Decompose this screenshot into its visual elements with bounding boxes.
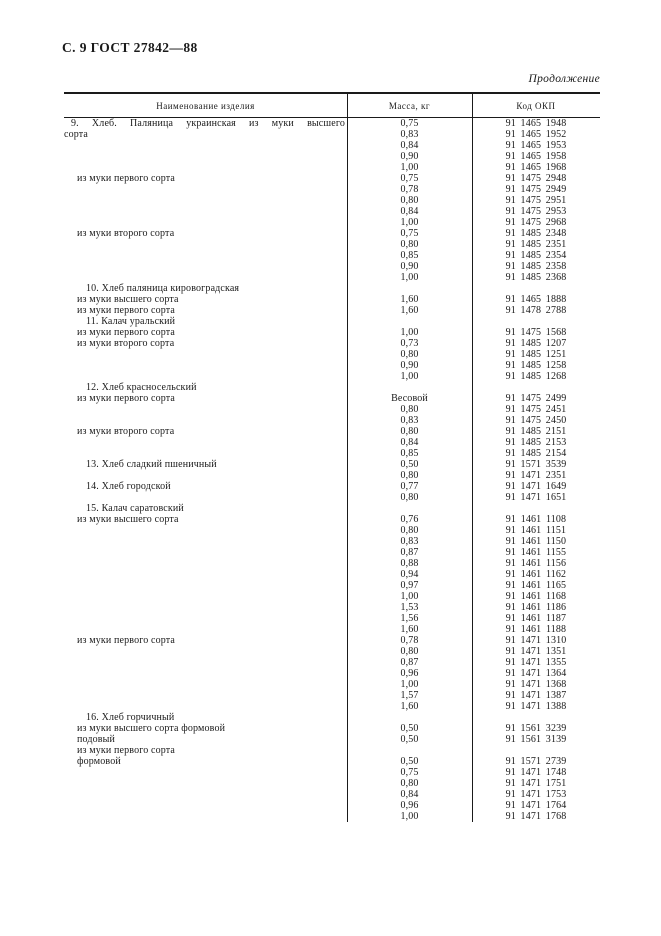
okp-code	[472, 745, 600, 756]
product-name	[64, 415, 347, 426]
table-row	[64, 536, 600, 547]
mass-value: 0,90	[400, 151, 419, 162]
mass-value: 0,80	[400, 426, 419, 437]
table-row	[64, 173, 600, 184]
table-row	[64, 789, 600, 800]
okp-code: 91 1461 1108	[505, 514, 567, 525]
product-name	[64, 261, 347, 272]
table-row	[64, 580, 600, 591]
product-name	[64, 140, 347, 151]
table-row	[64, 745, 600, 756]
mass-value: 1,00	[400, 591, 419, 602]
table-row	[64, 118, 600, 129]
product-name	[64, 525, 347, 536]
mass-value: 1,60	[400, 624, 419, 635]
product-name	[64, 811, 347, 822]
product-name	[64, 371, 347, 382]
product-name: из муки первого сорта	[77, 327, 176, 338]
product-name	[64, 437, 347, 448]
table-row	[64, 646, 600, 657]
okp-code: 91 1465 1888	[505, 294, 567, 305]
product-name: из муки второго сорта	[77, 228, 175, 239]
table-row	[64, 635, 600, 646]
mass-value: 0,80	[400, 525, 419, 536]
okp-code: 91 1485 2368	[505, 272, 567, 283]
okp-code: 91 1475 2949	[505, 184, 567, 195]
product-name	[64, 690, 347, 701]
mass-value: 0,97	[400, 580, 419, 591]
product-name	[64, 239, 347, 250]
table-row	[64, 624, 600, 635]
okp-code: 91 1475 2953	[505, 206, 567, 217]
table-header-row	[64, 92, 600, 118]
okp-code: 91 1485 2153	[505, 437, 567, 448]
okp-code: 91 1475 2499	[505, 393, 567, 404]
product-name: из муки второго сорта	[77, 426, 175, 437]
product-name	[64, 151, 347, 162]
mass-value: 1,00	[400, 679, 419, 690]
mass-value: 1,00	[400, 811, 419, 822]
table-row	[64, 690, 600, 701]
product-name	[64, 668, 347, 679]
mass-value: 0,75	[400, 767, 419, 778]
table-row	[64, 756, 600, 767]
okp-code	[472, 316, 600, 327]
mass-value: 0,50	[400, 459, 419, 470]
table-row	[64, 591, 600, 602]
mass-value: 0,80	[400, 349, 419, 360]
product-name	[64, 547, 347, 558]
table-row	[64, 316, 600, 327]
okp-code: 91 1471 1768	[505, 811, 567, 822]
table-row	[64, 448, 600, 459]
table-row	[64, 184, 600, 195]
continuation-label: Продолжение	[528, 73, 600, 85]
mass-value: 1,00	[400, 327, 419, 338]
product-name	[64, 195, 347, 206]
mass-value: 0,87	[400, 547, 419, 558]
product-name: 9. Хлеб. Паляница украинская из муки высшего	[71, 118, 345, 129]
mass-value: 0,80	[400, 404, 419, 415]
product-name	[64, 184, 347, 195]
col-header-product-name: Наименование изделия	[156, 100, 255, 111]
product-name: из муки высшего сорта формовой	[77, 723, 226, 734]
table-row	[64, 778, 600, 789]
mass-value: 0,80	[400, 492, 419, 503]
okp-code: 91 1461 1155	[505, 547, 567, 558]
mass-value	[347, 745, 472, 756]
product-name: 13. Хлеб сладкий пшеничный	[86, 459, 217, 470]
okp-code: 91 1561 3239	[505, 723, 567, 734]
mass-value	[347, 283, 472, 294]
okp-code: 91 1485 2348	[505, 228, 567, 239]
product-name: 14. Хлеб городской	[86, 481, 171, 492]
mass-value: 0,87	[400, 657, 419, 668]
okp-code: 91 1471 1764	[505, 800, 567, 811]
okp-code: 91 1485 2154	[505, 448, 567, 459]
mass-value: 0,84	[400, 206, 419, 217]
mass-value	[347, 382, 472, 393]
mass-value: 1,00	[400, 272, 419, 283]
product-name	[64, 206, 347, 217]
okp-code: 91 1485 1251	[505, 349, 567, 360]
okp-code: 91 1471 1649	[505, 481, 567, 492]
product-name	[64, 778, 347, 789]
mass-value: 0,83	[400, 415, 419, 426]
okp-code: 91 1465 1968	[505, 162, 567, 173]
okp-code: 91 1471 2351	[505, 470, 567, 481]
okp-code: 91 1485 1268	[505, 371, 567, 382]
mass-value	[347, 712, 472, 723]
mass-value: 0,85	[400, 250, 419, 261]
col-header-okp-code: Код ОКП	[516, 100, 556, 111]
okp-code: 91 1461 1156	[505, 558, 567, 569]
table-body	[64, 118, 600, 822]
product-name: 16. Хлеб горчичный	[86, 712, 175, 723]
table-row	[64, 767, 600, 778]
okp-code: 91 1471 1310	[505, 635, 567, 646]
table-row	[64, 459, 600, 470]
mass-value: 0,84	[400, 437, 419, 448]
table-row	[64, 404, 600, 415]
mass-value: 0,84	[400, 789, 419, 800]
okp-code: 91 1485 2351	[505, 239, 567, 250]
table-row	[64, 437, 600, 448]
table-row	[64, 206, 600, 217]
mass-value: 0,50	[400, 734, 419, 745]
mass-value: 1,53	[400, 602, 419, 613]
table-row	[64, 547, 600, 558]
table-row	[64, 283, 600, 294]
table-row	[64, 525, 600, 536]
okp-code: 91 1475 2948	[505, 173, 567, 184]
mass-value: 0,90	[400, 360, 419, 371]
product-name	[64, 800, 347, 811]
table-row	[64, 668, 600, 679]
okp-code: 91 1475 2451	[505, 404, 567, 415]
table-row	[64, 327, 600, 338]
product-name	[64, 580, 347, 591]
okp-code: 91 1471 1364	[505, 668, 567, 679]
table-row	[64, 162, 600, 173]
mass-value	[347, 503, 472, 514]
product-name	[64, 272, 347, 283]
product-name: из муки первого сорта	[77, 635, 176, 646]
product-name	[64, 536, 347, 547]
product-name	[64, 558, 347, 569]
product-name	[64, 360, 347, 371]
table-row	[64, 613, 600, 624]
product-name	[64, 613, 347, 624]
okp-code: 91 1471 1355	[505, 657, 567, 668]
product-name: 11. Калач уральский	[86, 316, 176, 327]
okp-code: 91 1465 1952	[505, 129, 567, 140]
okp-code: 91 1471 1748	[505, 767, 567, 778]
okp-code: 91 1461 1150	[505, 536, 567, 547]
okp-code: 91 1465 1958	[505, 151, 567, 162]
okp-code: 91 1471 1388	[505, 701, 567, 712]
mass-value: 0,78	[400, 635, 419, 646]
table-row	[64, 602, 600, 613]
okp-code: 91 1485 2151	[505, 426, 567, 437]
table-row	[64, 239, 600, 250]
mass-value: 0,73	[400, 338, 419, 349]
table-row	[64, 371, 600, 382]
product-name: из муки первого сорта	[77, 173, 176, 184]
table-row	[64, 679, 600, 690]
table-row	[64, 657, 600, 668]
okp-code: 91 1471 1387	[505, 690, 567, 701]
mass-value: 0,96	[400, 800, 419, 811]
okp-code: 91 1471 1368	[505, 679, 567, 690]
product-name	[64, 591, 347, 602]
product-name	[64, 162, 347, 173]
table-row	[64, 382, 600, 393]
table-row	[64, 272, 600, 283]
mass-value: Весовой	[391, 393, 428, 404]
okp-code: 91 1461 1168	[505, 591, 567, 602]
table-row	[64, 228, 600, 239]
table-row	[64, 426, 600, 437]
okp-code: 91 1475 2450	[505, 415, 567, 426]
mass-value: 0,50	[400, 756, 419, 767]
product-name: 15. Калач саратовский	[86, 503, 184, 514]
okp-code	[472, 503, 600, 514]
okp-code	[472, 283, 600, 294]
mass-value: 1,00	[400, 371, 419, 382]
product-name	[64, 569, 347, 580]
okp-code: 91 1471 1651	[505, 492, 567, 503]
product-name: из муки первого сорта	[77, 745, 176, 756]
table-row	[64, 129, 600, 140]
table-row	[64, 470, 600, 481]
page-doc-reference: С. 9 ГОСТ 27842—88	[62, 40, 198, 55]
mass-value	[347, 316, 472, 327]
table-row	[64, 514, 600, 525]
mass-value: 0,75	[400, 173, 419, 184]
table-row	[64, 305, 600, 316]
table-row	[64, 294, 600, 305]
okp-code: 91 1465 1948	[505, 118, 567, 129]
mass-value: 0,80	[400, 239, 419, 250]
col-header-mass: Масса, кг	[388, 100, 431, 111]
mass-value: 0,76	[400, 514, 419, 525]
product-name: 10. Хлеб паляница кировоградская	[86, 283, 240, 294]
okp-code: 91 1561 3139	[505, 734, 567, 745]
okp-code: 91 1461 1186	[505, 602, 567, 613]
product-name	[64, 624, 347, 635]
product-name	[64, 448, 347, 459]
mass-value: 0,83	[400, 536, 419, 547]
product-name: 12. Хлеб красносельский	[86, 382, 197, 393]
product-name: из муки первого сорта	[77, 305, 176, 316]
mass-value: 0,80	[400, 470, 419, 481]
table-row	[64, 492, 600, 503]
table-row	[64, 140, 600, 151]
table-row	[64, 261, 600, 272]
mass-value: 0,78	[400, 184, 419, 195]
okp-code: 91 1485 1258	[505, 360, 567, 371]
okp-code: 91 1461 1187	[505, 613, 567, 624]
okp-code: 91 1475 1568	[505, 327, 567, 338]
mass-value: 1,60	[400, 294, 419, 305]
product-name	[64, 250, 347, 261]
table-row	[64, 151, 600, 162]
product-name: сорта	[64, 129, 88, 140]
table-row	[64, 712, 600, 723]
mass-value: 0,84	[400, 140, 419, 151]
table-row	[64, 481, 600, 492]
table-row	[64, 569, 600, 580]
table-row	[64, 195, 600, 206]
product-name	[64, 657, 347, 668]
product-name	[64, 492, 347, 503]
okp-code: 91 1478 2788	[505, 305, 567, 316]
okp-code	[472, 712, 600, 723]
table-row	[64, 558, 600, 569]
table-row	[64, 811, 600, 822]
product-name: из муки высшего сорта	[77, 294, 179, 305]
product-name	[64, 701, 347, 712]
product-name	[64, 349, 347, 360]
okp-code: 91 1471 1751	[505, 778, 567, 789]
mass-value: 0,75	[400, 228, 419, 239]
mass-value: 1,60	[400, 305, 419, 316]
product-name	[64, 404, 347, 415]
product-name	[64, 767, 347, 778]
mass-value: 1,57	[400, 690, 419, 701]
okp-code: 91 1461 1151	[505, 525, 567, 536]
table-row	[64, 415, 600, 426]
mass-value: 1,00	[400, 162, 419, 173]
products-table	[64, 92, 600, 822]
table-row	[64, 217, 600, 228]
mass-value: 0,90	[400, 261, 419, 272]
table-row	[64, 349, 600, 360]
mass-value: 0,50	[400, 723, 419, 734]
product-name: подовый	[77, 734, 115, 745]
product-name	[64, 602, 347, 613]
okp-code: 91 1471 1351	[505, 646, 567, 657]
mass-value: 1,00	[400, 217, 419, 228]
table-row	[64, 338, 600, 349]
product-name: формовой	[77, 756, 121, 767]
table-row	[64, 503, 600, 514]
mass-value: 0,77	[400, 481, 419, 492]
okp-code: 91 1571 3539	[505, 459, 567, 470]
mass-value: 1,56	[400, 613, 419, 624]
mass-value: 1,60	[400, 701, 419, 712]
mass-value: 0,94	[400, 569, 419, 580]
table-row	[64, 701, 600, 712]
product-name: из муки высшего сорта	[77, 514, 179, 525]
mass-value: 0,75	[400, 118, 419, 129]
product-name	[64, 789, 347, 800]
product-name	[64, 470, 347, 481]
okp-code: 91 1461 1165	[505, 580, 567, 591]
table-row	[64, 723, 600, 734]
mass-value: 0,85	[400, 448, 419, 459]
table-row	[64, 393, 600, 404]
okp-code: 91 1465 1953	[505, 140, 567, 151]
okp-code: 91 1471 1753	[505, 789, 567, 800]
okp-code: 91 1571 2739	[505, 756, 567, 767]
mass-value: 0,88	[400, 558, 419, 569]
product-name: из муки второго сорта	[77, 338, 175, 349]
okp-code: 91 1461 1162	[505, 569, 567, 580]
product-name: из муки первого сорта	[77, 393, 176, 404]
product-name	[64, 679, 347, 690]
okp-code: 91 1485 2354	[505, 250, 567, 261]
okp-code: 91 1461 1188	[505, 624, 567, 635]
okp-code: 91 1485 2358	[505, 261, 567, 272]
okp-code: 91 1475 2951	[505, 195, 567, 206]
product-name	[64, 217, 347, 228]
table-row	[64, 250, 600, 261]
mass-value: 0,80	[400, 195, 419, 206]
table-row	[64, 734, 600, 745]
mass-value: 0,80	[400, 646, 419, 657]
table-row	[64, 360, 600, 371]
mass-value: 0,96	[400, 668, 419, 679]
mass-value: 0,80	[400, 778, 419, 789]
okp-code: 91 1475 2968	[505, 217, 567, 228]
mass-value: 0,83	[400, 129, 419, 140]
okp-code: 91 1485 1207	[505, 338, 567, 349]
product-name	[64, 646, 347, 657]
table-row	[64, 800, 600, 811]
okp-code	[472, 382, 600, 393]
